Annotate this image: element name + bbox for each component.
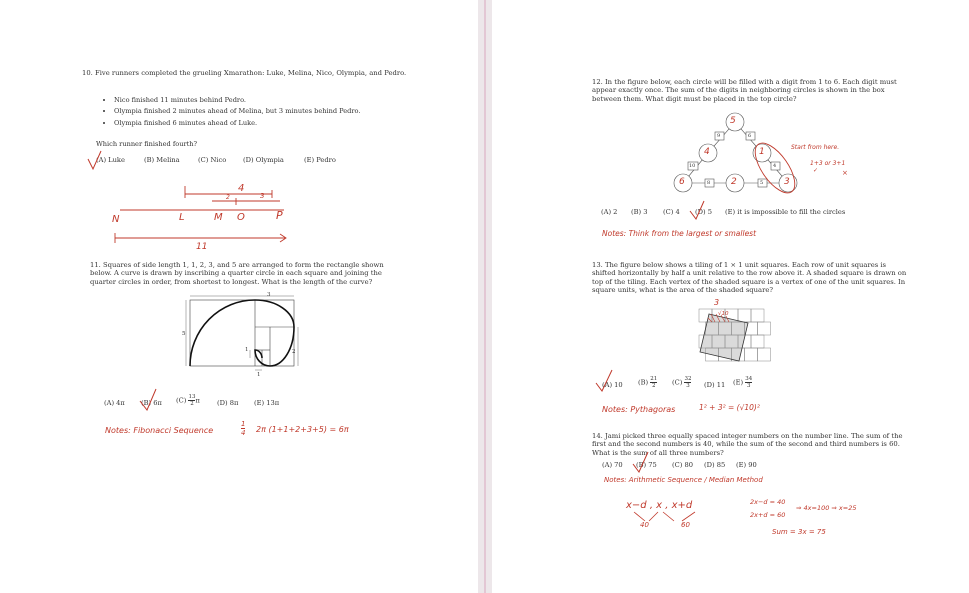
- q11-stem: Squares of side length 1, 1, 2, 3, and 5 are arranged to form the rectangle shown below. A curve is drawn by inscribing a quarter circle in each square and joining the quarter circles in order, from shortest to longest. What is the length of the curve?: [90, 261, 384, 286]
- q14-number: 14.: [592, 432, 603, 440]
- q12-circle-bottom-left: 6: [679, 177, 685, 187]
- q10-stem: Five runners completed the grueling Xmarathon: Luke, Melina, Nico, Olympia, and Pedro.: [94, 69, 407, 77]
- page-divider: [484, 0, 486, 593]
- q10-label-4: 4: [238, 183, 245, 194]
- q10-bullet-2: • Olympia finished 2 minutes ahead of Melina, but 3 minutes behind Pedro.: [114, 107, 424, 115]
- q10-question: Which runner finished fourth?: [96, 140, 198, 148]
- q12-circle-bottom-mid: 2: [731, 177, 737, 187]
- q11-choice-d[interactable]: (D) 8π: [217, 399, 239, 407]
- q10-choice-c[interactable]: (C) Nico: [198, 156, 227, 164]
- q10-label-11: 11: [196, 242, 208, 252]
- q10-choice-b[interactable]: (B) Melina: [144, 156, 180, 164]
- q12-box-8: 8: [707, 180, 711, 186]
- q10-number: 10.: [82, 69, 93, 77]
- q10-choice-a[interactable]: (A) Luke: [96, 156, 125, 164]
- q14-stem: Jami picked three equally spaced integer numbers on the number line. The sum of the first and the second numbers is 40, while the sum of the second and third numbers is 60. What is the sum of all three numbers?: [592, 432, 903, 457]
- q10-label-m: M: [214, 212, 223, 223]
- q11-choice-b[interactable]: (B) 6π: [141, 399, 162, 407]
- q12-choice-a[interactable]: (A) 2: [601, 208, 618, 216]
- q14-choice-e[interactable]: (E) 90: [736, 461, 757, 469]
- q14-choice-c[interactable]: (C) 80: [672, 461, 693, 469]
- q12-box-10: 10: [689, 163, 696, 169]
- q13-annotation-3: 3: [714, 298, 720, 307]
- q12-choice-b[interactable]: (B) 3: [631, 208, 648, 216]
- q13-choice-b[interactable]: (B) $\frac{21}{2}$: [638, 376, 658, 389]
- q12-box-9: 9: [717, 133, 721, 139]
- q12-choice-c[interactable]: (C) 4: [663, 208, 680, 216]
- q14-work-terms: x−d , x , x+d: [626, 500, 693, 511]
- q12-side-note-cross: ×: [842, 169, 848, 177]
- q13-choice-d[interactable]: (D) 11: [704, 381, 726, 389]
- q10-label-n: N: [112, 214, 120, 225]
- q13-choice-e[interactable]: (E) $\frac{34}{3}$: [733, 376, 753, 389]
- q14-work-lines: [492, 0, 969, 593]
- q12-circle-mid-right: 1: [759, 147, 765, 157]
- q10-bullet-1: • Nico finished 11 minutes behind Pedro.: [114, 96, 424, 104]
- q11-choice-a[interactable]: (A) 4π: [104, 399, 125, 407]
- q12-circle-mid-left: 4: [704, 147, 710, 157]
- q10-choice-e[interactable]: (E) Pedro: [304, 156, 336, 164]
- q11-choice-e[interactable]: (E) 13π: [254, 399, 280, 407]
- q10-label-p: P: [276, 209, 283, 222]
- q10-label-3: 3: [260, 192, 265, 200]
- q12-choice-e[interactable]: (E) it is impossible to fill the circles: [725, 208, 846, 216]
- q11-label-bottom: 1: [257, 372, 261, 378]
- q12-choice-d[interactable]: (D) 5: [695, 208, 712, 216]
- q12-number: 12.: [592, 78, 603, 86]
- q14-work-40: 40: [640, 521, 649, 529]
- q13-work: 1² + 3² = (√10)²: [699, 403, 760, 412]
- q11-label-left: 5: [182, 331, 186, 337]
- q10-label-l: L: [179, 212, 185, 223]
- q14-eq1: 2x−d = 40: [750, 498, 786, 506]
- q11-check-mark: [0, 0, 478, 593]
- q13-choice-a[interactable]: (A) 10: [602, 381, 623, 389]
- q12-stem: In the figure below, each circle will be filled with a digit from 1 to 6. Each digit must appear exactly once. The sum of the digits in neighboring circles is shown in the box between them. What digit must be placed in the top circle?: [592, 78, 897, 103]
- q11-label-inner: 1: [245, 347, 249, 353]
- q10-bullet-3: • Olympia finished 6 minutes ahead of Luke.: [114, 119, 424, 127]
- q12-box-4: 4: [773, 163, 777, 169]
- q12-circle-top: 5: [730, 116, 736, 126]
- q10-label-2: 2: [226, 194, 230, 201]
- q11-work: 2π (1+1+2+3+5) = 6π: [256, 425, 349, 434]
- q13-annotation-sqrt10: √10: [718, 311, 729, 317]
- left-page: [0, 0, 478, 593]
- q14-eq2: 2x+d = 60: [750, 511, 786, 519]
- q12-side-note-start: Start from here.: [791, 144, 840, 151]
- q11-label-right: 2: [292, 349, 296, 355]
- q14-choice-b[interactable]: (B) 75: [636, 461, 657, 469]
- q10-label-o: O: [237, 212, 245, 223]
- q14-work-60: 60: [681, 521, 690, 529]
- q12-notes: Notes: Think from the largest or smallest: [602, 229, 757, 238]
- q11-choice-c[interactable]: (C) $\frac{13}{2}$ π: [176, 394, 200, 407]
- q11-label-top: 3: [267, 292, 271, 298]
- q14-eq3: ⇒ 4x=100 ⇒ x=25: [796, 504, 857, 512]
- q13-choice-c[interactable]: (C) $\frac{32}{3}$: [672, 376, 692, 389]
- q11-number: 11.: [90, 261, 101, 269]
- q14-choice-a[interactable]: (A) 70: [602, 461, 623, 469]
- q13-number: 13.: [592, 261, 603, 269]
- right-page: [492, 0, 969, 593]
- q14-choice-d[interactable]: (D) 85: [704, 461, 726, 469]
- q11-notes: Notes: Fibonacci Sequence: [105, 426, 214, 435]
- q14-sum: Sum = 3x = 75: [772, 528, 826, 536]
- q11-work-fraction: 1 4: [241, 420, 246, 437]
- q12-box-6: 6: [748, 133, 752, 139]
- q14-notes: Notes: Arithmetic Sequence / Median Method: [604, 476, 763, 484]
- q13-notes: Notes: Pythagoras: [602, 405, 676, 414]
- q10-choice-d[interactable]: (D) Olympia: [243, 156, 284, 164]
- q13-stem: The figure below shows a tiling of 1 × 1 unit squares. Each row of unit squares is shifted horizontally by half a unit relative to the row above it. A shaded square is drawn on top of the tiling. Each vertex of the shaded square is a vertex of one of the unit squares. In square units, what is the area of the shaded square?: [592, 261, 907, 295]
- q12-circle-bottom-right: 3: [784, 177, 790, 187]
- q12-side-note-sum: 1+3 or 3+1: [810, 160, 846, 167]
- q12-side-note-check: ✓: [813, 167, 819, 174]
- q12-box-5: 5: [760, 180, 764, 186]
